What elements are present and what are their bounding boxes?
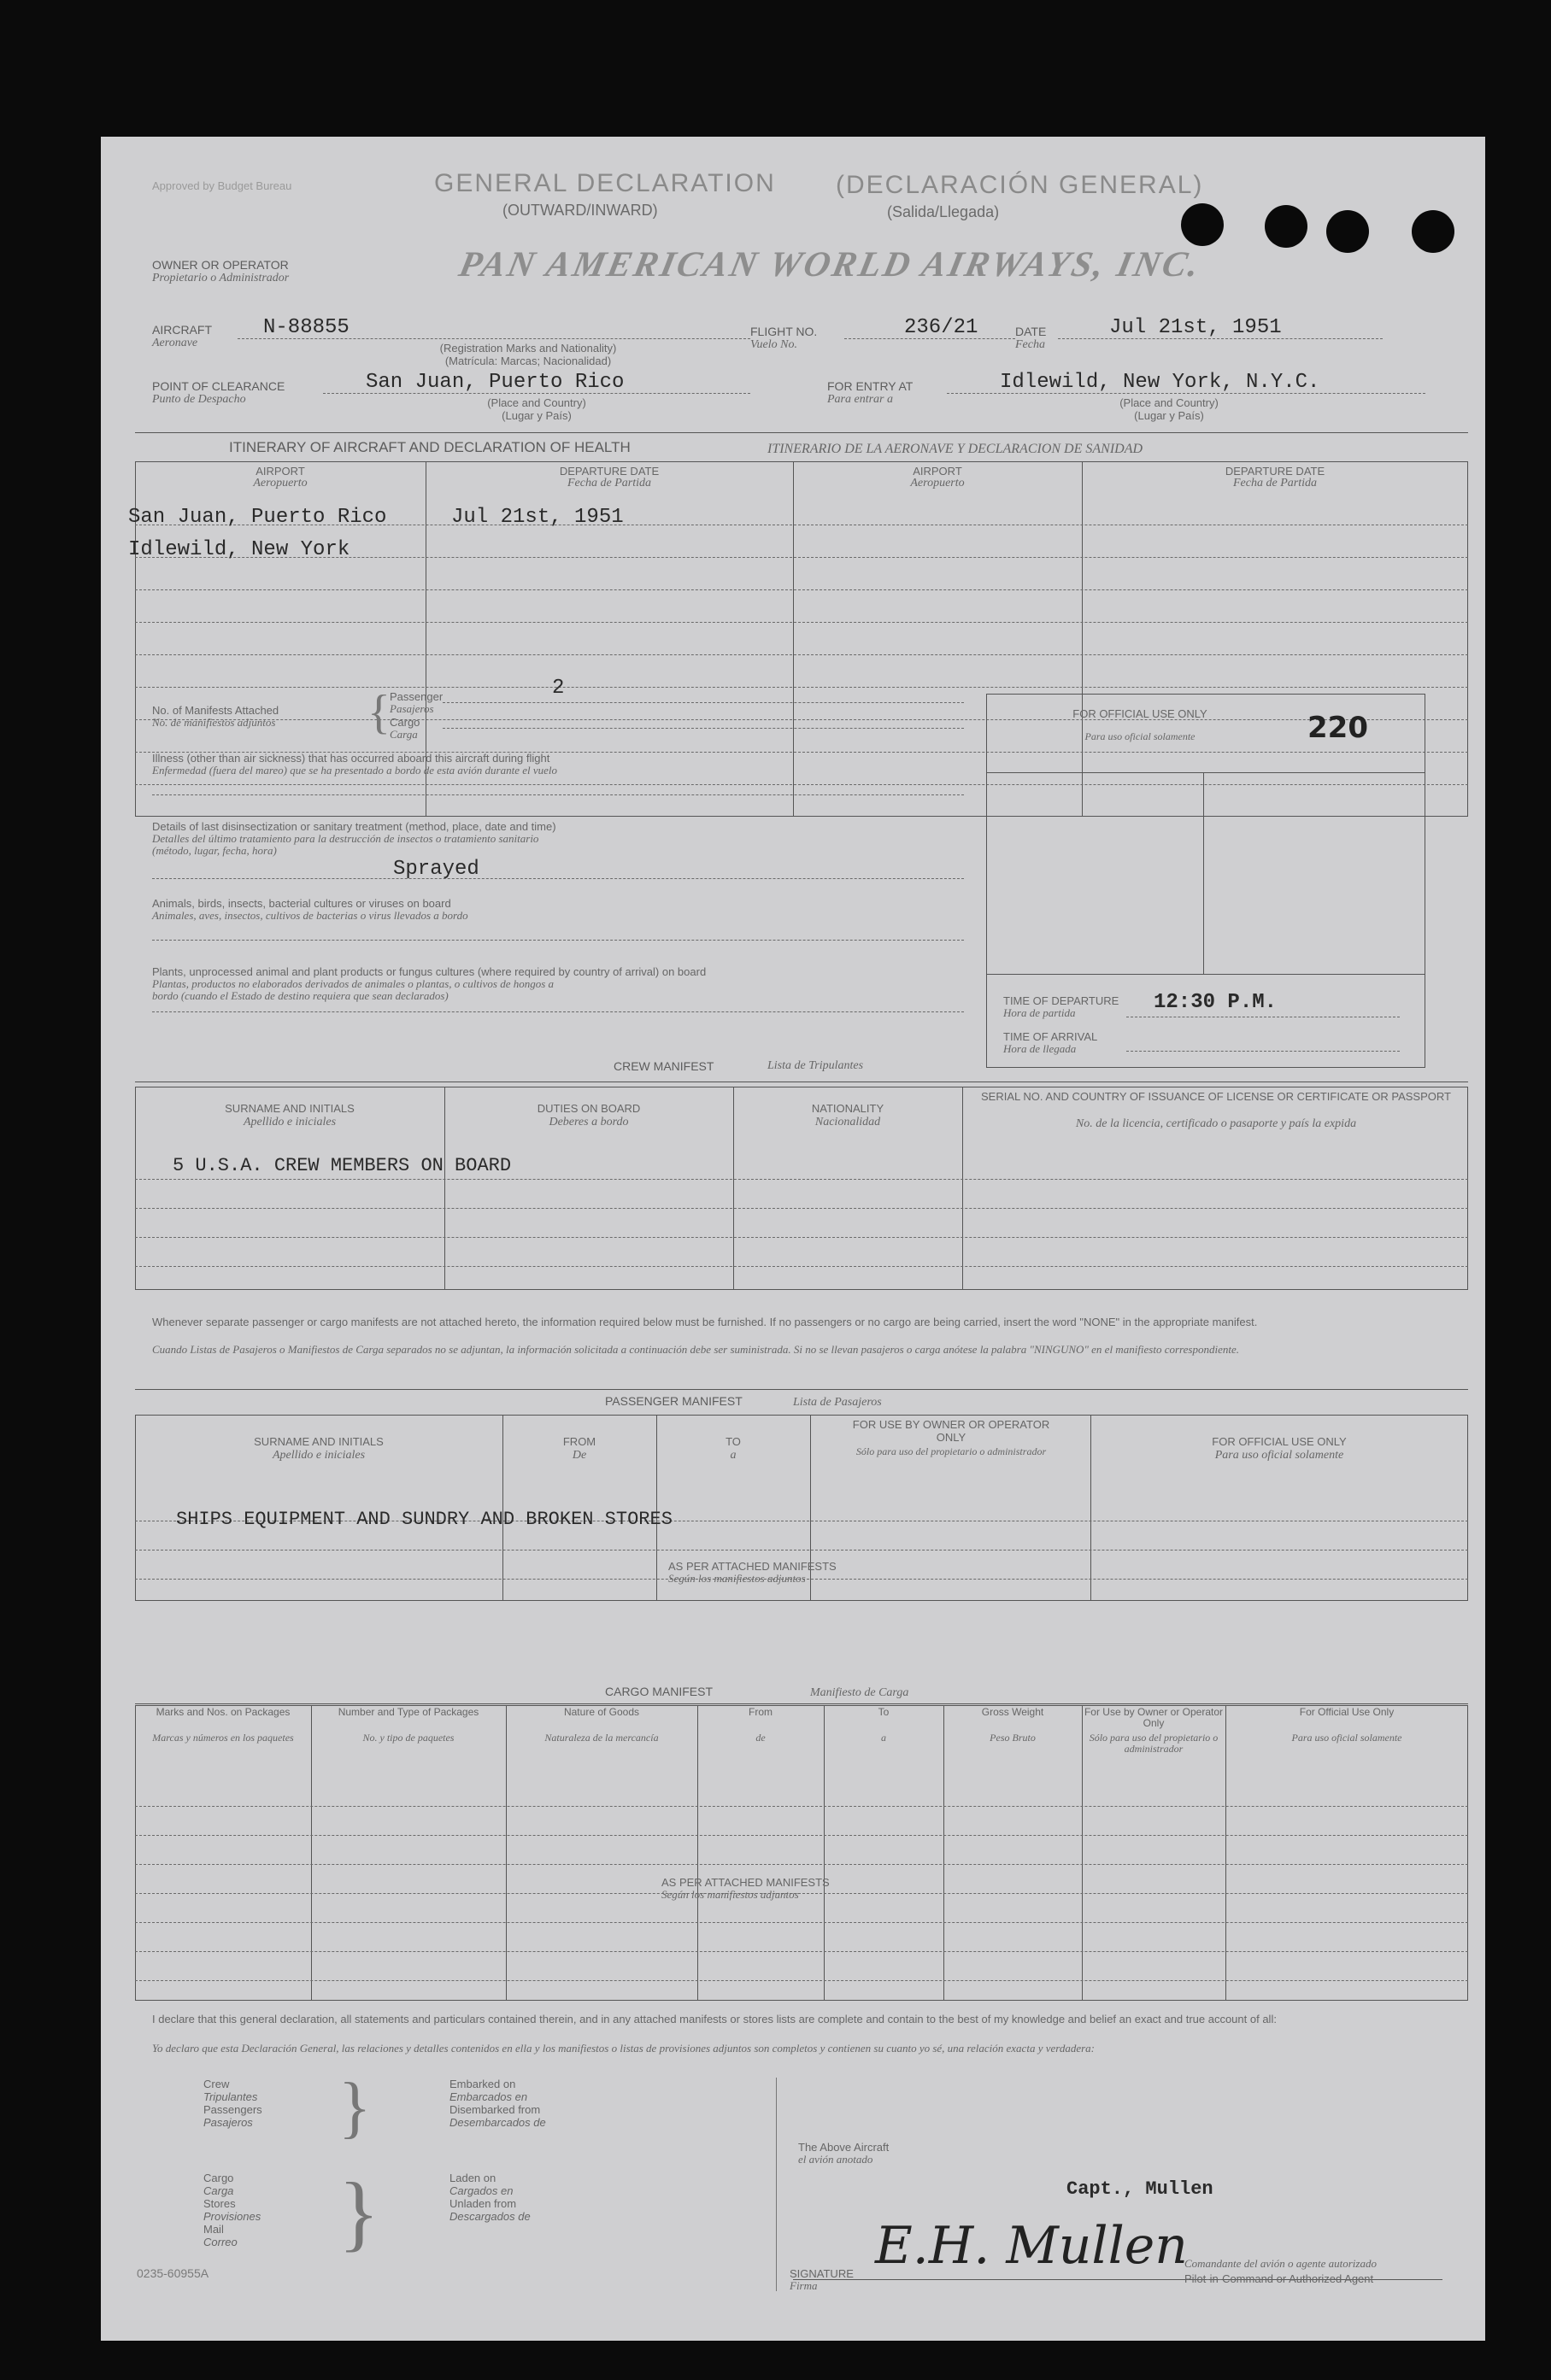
- crew-passenger-label-4: Pasajeros: [203, 2116, 253, 2129]
- aircraft-label: AIRCRAFT: [152, 323, 212, 337]
- cargo-header-4: From: [749, 1706, 773, 1718]
- crew-passenger-label-2: Tripulantes: [203, 2090, 258, 2103]
- cargo-header-1: Marks and Nos. on Packages: [156, 1706, 291, 1718]
- declaration-text-es: Yo declaro que esta Declaración General, las relaciones y detalles contenidos en ella y los manifiestos o listas de provisiones adjuntos son completos y contienen su cuanto yo sé, una relación exacta y verdadera:: [152, 2042, 1095, 2055]
- entry-note-es: (Lugar y País): [1134, 409, 1204, 422]
- signer-role-label-es: Comandante del avión o agente autorizado: [1184, 2257, 1377, 2270]
- punch-hole-2: [1265, 205, 1307, 248]
- arrival-time-label-es: Hora de llegada: [1003, 1042, 1077, 1055]
- ruled-line: [135, 1893, 1468, 1894]
- crew-entry: 5 U.S.A. CREW MEMBERS ON BOARD: [173, 1155, 512, 1176]
- passenger-header-3: TO: [726, 1435, 741, 1448]
- form-subtitle-es: (Salida/Llegada): [887, 203, 1000, 220]
- ruled-line: [135, 1980, 1468, 1981]
- itinerary-header-1: AIRPORT: [256, 465, 305, 478]
- flight-value: 236/21: [904, 316, 978, 339]
- signature-label: SIGNATURE: [790, 2267, 854, 2280]
- passenger-attached-label-es: Según los manifiestos adjuntos: [668, 1572, 806, 1585]
- crew-header-4-es: No. de la licencia, certificado o pasaporte y país la expida: [1075, 1117, 1357, 1130]
- embark-label-3: Disembarked from: [449, 2103, 541, 2116]
- ruled-line: [135, 1237, 1468, 1238]
- plants-label-es2: bordo (cuando el Estado de destino requiera que sean declarados): [152, 989, 449, 1002]
- cargo-stores-label-1: Cargo: [203, 2172, 234, 2184]
- entry-label-es: Para entrar a: [827, 393, 893, 406]
- plants-label: Plants, unprocessed animal and plant products or fungus cultures (where required by country of arrival) on board: [152, 965, 707, 978]
- cargo-header-4-es: de: [755, 1732, 766, 1744]
- cargo-stores-label-5: Mail: [203, 2223, 224, 2236]
- ruled-line: [135, 1208, 1468, 1209]
- arrival-time-label: TIME OF ARRIVAL: [1003, 1030, 1098, 1043]
- embark-label-1: Embarked on: [449, 2078, 516, 2090]
- passenger-header-2: FROM: [562, 1435, 596, 1448]
- cargo-stores-label-4: Provisiones: [203, 2210, 261, 2223]
- embark-label-4: Desembarcados de: [449, 2116, 546, 2129]
- ruled-line: [135, 1266, 1468, 1267]
- signature-label-es: Firma: [790, 2279, 818, 2292]
- manifests-label: No. of Manifests Attached: [152, 704, 279, 717]
- passenger-manifest-title-es: Lista de Pasajeros: [793, 1396, 882, 1409]
- lading-label-1: Laden on: [449, 2172, 496, 2184]
- disinsect-label-es2: (método, lugar, fecha, hora): [152, 844, 277, 857]
- cargo-header-8-es: Para uso oficial solamente: [1291, 1732, 1402, 1744]
- passenger-manifest-title: PASSENGER MANIFEST: [605, 1394, 743, 1408]
- cargo-header-2-es: No. y tipo de paquetes: [362, 1732, 455, 1744]
- faded-approval-label: Approved by Budget Bureau: [152, 179, 292, 192]
- crew-manifest-title: CREW MANIFEST: [614, 1059, 714, 1073]
- embark-label-2: Embarcados en: [449, 2090, 528, 2103]
- crew-passenger-label-1: Crew: [203, 2078, 230, 2090]
- ruled-line: [135, 1806, 1468, 1807]
- passenger-header-5: FOR OFFICIAL USE ONLY: [1212, 1435, 1347, 1448]
- crew-passenger-label-3: Passengers: [203, 2103, 262, 2116]
- flight-label-es: Vuelo No.: [750, 338, 797, 351]
- manifests-label-es: No. de manifiestos adjuntos: [152, 716, 276, 729]
- form-title-es: (DECLARACIÓN GENERAL): [836, 171, 1204, 199]
- captain-name: Capt., Mullen: [1066, 2178, 1213, 2200]
- ruled-line: [135, 589, 1468, 590]
- passenger-header-3-es: a: [730, 1449, 737, 1462]
- above-aircraft-label-es: el avión anotado: [798, 2153, 873, 2166]
- ruled-line: [135, 687, 1468, 688]
- flight-label: FLIGHT NO.: [750, 325, 818, 338]
- ruled-line: [135, 1951, 1468, 1952]
- cargo-header-8: For Official Use Only: [1299, 1706, 1395, 1718]
- ruled-line: [135, 622, 1468, 623]
- departure-time-label: TIME OF DEPARTURE: [1003, 994, 1119, 1007]
- passenger-header-5-es: Para uso oficial solamente: [1214, 1449, 1344, 1462]
- clearance-value: San Juan, Puerto Rico: [366, 371, 625, 394]
- cargo-attached-label-es: Según los manifiestos adjuntos: [661, 1888, 799, 1901]
- ruled-line: [135, 1922, 1468, 1923]
- lading-label-3: Unladen from: [449, 2197, 517, 2210]
- ruled-line: [135, 1550, 1468, 1551]
- punch-hole-1: [1181, 203, 1224, 246]
- cargo-manifests-count: 2: [552, 677, 565, 700]
- disinsect-label: Details of last disinsectization or sanitary treatment (method, place, date and time): [152, 820, 556, 833]
- itinerary-airport-1: San Juan, Puerto Rico: [128, 506, 387, 529]
- cargo-header-5-es: a: [881, 1732, 886, 1744]
- cargo-stores-label-2: Carga: [203, 2184, 234, 2197]
- clearance-label-es: Punto de Despacho: [152, 393, 246, 406]
- aircraft-value: N-88855: [263, 316, 350, 339]
- cargo-header-6: Gross Weight: [981, 1706, 1044, 1718]
- crew-header-1-es: Apellido e iniciales: [243, 1116, 337, 1128]
- aircraft-note: (Registration Marks and Nationality): [439, 342, 617, 355]
- declaration-sheet: Approved by Budget Bureau GENERAL DECLARATION (DECLARACIÓN GENERAL) (OUTWARD/INWARD) (Salida/Llegada) OWNER OR OPERATOR Propietario o Administrador PAN AMERICAN WORLD AIRWAYS, INC. AIRCRAFT Aeronave N-88855 (Registration Marks and Nationality) (Matrícula: Marcas; Nacionalidad) FLIGHT NO. Vuelo No. 236/21 DATE Fecha Jul 21st, 1951 POINT OF CLEARANCE Punto de Despacho San Juan, Puerto Rico (Place and Country) (Lugar y País) FOR ENTRY AT Para entrar a Idlewild, New York, N.Y.C. (Place and Country) (Lugar y País) ITINERARY OF AIRCRAFT AND DECLARATION OF HEALTH ITINERARIO DE LA AERONAVE Y DECLARACION DE SANIDAD AIRPORT Aeropuerto DEPARTURE DATE Fecha de Partida AIRPORT Aeropuerto DEPARTURE DATE Fecha de Partida San Juan, Puerto Rico Idlewild, New York Jul 21st, 1951 No. of Manifests Attached No. de manifiestos adjuntos { Passenger Pasajeros Cargo Carga 2 Illness (other than air sickness) that has occurred aboard this aircraft during flight Enfermedad (fuera del mareo) que se ha presentado a bordo de esta avión durante el vuelo Details of last disinsectization or sanitary treatment (method, place, date and time) Detalles del último tratamiento para la destrucción de insectos o tratamiento sanitario (método, lugar, fecha, hora) Sprayed Animals, birds, insects, bacterial cultures or viruses on board Animales, aves, insectos, cultivos de bacterias o virus llevados a bordo Plants, unprocessed animal and plant products or fungus cultures (where required by country of arrival) on board Plantas, productos no elaborados derivados de animales o plantas, o cultivos de hongos a bordo (cuando el Estado de destino requiera que sean declarados) FOR OFFICIAL USE ONLY Para uso oficial solamente 220 TIME OF DEPARTURE Hora de partida 12:30 P.M. TIME OF ARRIVAL Hora de llegada CREW MANIFEST Lista de Tripulantes SURNAME AND INITIALS Apellido e iniciales DUTIES ON BOARD Deberes a bordo NATIONALITY Nacionalidad SERIAL NO. AND COUNTRY OF ISSUANCE OF LICENSE OR CERTIFICATE OR PASSPORT No. de la licencia, certificado o pasaporte y país la expida 5 U.S.A. CREW MEMBERS ON BOARD Whenever separate passenger or cargo manifests are not attached hereto, the information required below must be furnished. If no passengers or no cargo are being carried, insert the word "NONE" in the appropriate manifest. Cuando Listas de Pasajeros o Manifiestos de Carga separados no se adjuntan, la información solicitada a continuación debe ser suministrada. Si no se llevan pasajeros o carga anótese la palabra "NINGUNO" en el manifiesto correspondiente. PASSENGER MANIFEST Lista de Pasajeros SURNAME AND INITIALS Apellido e iniciales FROM De TO a FOR USE BY OWNER OR OPERATOR ONLY Sólo para uso del propietario o administrador FOR OFFICIAL USE ONLY Para uso oficial solamente SHIPS EQUIPMENT AND SUNDRY AND BROKEN STORES AS PER ATTACHED MANIFESTS Según los manifiestos adjuntos CARGO MANIFEST Manifiesto de Carga Marks and Nos. on Packages Marcas y números en los paquetes Number and Type of Packages No. y tipo de paquetes Nature of Goods Naturaleza de la mercancía From de To a Gross Weight Peso Bruto For Use by Owner or Operator Only Sólo para uso del propietario o administrador For Official Use Only Para uso oficial solamente AS PER ATTACHED MANIFESTS Según los manifiestos adjuntos I declare that this general declaration, all statements and particulars contained therein, and in any attached manifests or stores lists are complete and contain to the best of my knowledge and belief an exact and true account of all: Yo declaro que esta Declaración General, las relaciones y detalles contenidos en ella y los manifiestos o listas de provisiones adjuntos son completos y contienen su cuanto yo sé, una relación exacta y verdadera: Crew Tripulantes Passengers Pasajeros } Embarked on Embarcados en Disembarked from Desembarcados de Cargo Carga Stores Provisiones Mail Correo } Laden on Cargados en Unladen from Descargados de The Above Aircraft el avión anotado Capt., Mullen E.H. Mullen SIGNATURE Firma Comandante del avión o agente autorizado Pilot-in-Command or Authorized Agent 0235-60955A: [101, 137, 1485, 2341]
- itinerary-header-4: DEPARTURE DATE: [1225, 465, 1325, 478]
- notice-text: Whenever separate passenger or cargo manifests are not attached hereto, the information required below must be furnished. If no passengers or no cargo are being carried, insert the word "NONE" in the appropriate manifest.: [152, 1316, 1258, 1328]
- passenger-manifests-label-es: Pasajeros: [390, 702, 434, 715]
- cargo-header-6-es: Peso Bruto: [990, 1732, 1036, 1744]
- itinerary-title: ITINERARY OF AIRCRAFT AND DECLARATION OF HEALTH: [229, 439, 631, 455]
- handwritten-signature: E.H. Mullen: [875, 2216, 1188, 2276]
- cargo-manifests-label-es: Carga: [390, 728, 418, 741]
- itinerary-airport-2: Idlewild, New York: [128, 538, 350, 561]
- cargo-header-1-es: Marcas y números en los paquetes: [152, 1732, 294, 1744]
- cargo-manifest-title: CARGO MANIFEST: [605, 1685, 714, 1698]
- operator-name: PAN AMERICAN WORLD AIRWAYS, INC.: [455, 245, 1205, 284]
- aircraft-note-es: (Matrícula: Marcas; Nacionalidad): [444, 355, 612, 367]
- illness-label-es: Enfermedad (fuera del mareo) que se ha presentado a bordo de esta avión durante el vuelo: [152, 764, 558, 777]
- date-label-es: Fecha: [1015, 338, 1045, 351]
- illness-label: Illness (other than air sickness) that has occurred aboard this aircraft during flight: [152, 752, 550, 765]
- date-value: Jul 21st, 1951: [1109, 316, 1282, 339]
- cargo-header-3-es: Naturaleza de la mercancía: [544, 1732, 659, 1744]
- notice-text-es: Cuando Listas de Pasajeros o Manifiestos de Carga separados no se adjuntan, la información solicitada a continuación debe ser suministrada. Si no se llevan pasajeros o carga anótese la palabra "NINGUNO" en el manifiesto correspondiente.: [152, 1343, 1239, 1356]
- cargo-header-5: To: [878, 1706, 890, 1718]
- entry-label: FOR ENTRY AT: [827, 379, 914, 393]
- owner-label-es: Propietario o Administrador: [152, 272, 290, 284]
- cargo-manifests-label: Cargo: [390, 716, 420, 729]
- crew-manifest-title-es: Lista de Tripulantes: [767, 1059, 864, 1072]
- itinerary-header-2-es: Fecha de Partida: [567, 477, 651, 489]
- ruled-line: [135, 654, 1468, 655]
- itinerary-departure-date: Jul 21st, 1951: [451, 506, 624, 529]
- departure-time-value: 12:30 P.M.: [1154, 991, 1278, 1014]
- itinerary-header-1-es: Aeropuerto: [253, 477, 308, 489]
- signer-role-label: Pilot-in-Command or Authorized Agent: [1184, 2272, 1374, 2285]
- itinerary-header-3: AIRPORT: [913, 465, 962, 478]
- passenger-header-1: SURNAME AND INITIALS: [254, 1435, 384, 1448]
- ruled-line: [135, 1835, 1468, 1836]
- departure-time-label-es: Hora de partida: [1003, 1006, 1076, 1019]
- passenger-header-4: FOR USE BY OWNER OR OPERATOR ONLY: [852, 1418, 1050, 1444]
- aircraft-label-es: Aeronave: [152, 337, 198, 349]
- date-label: DATE: [1015, 325, 1047, 338]
- cargo-header-7: For Use by Owner or Operator Only: [1084, 1706, 1224, 1729]
- itinerary-header-2: DEPARTURE DATE: [559, 465, 660, 478]
- plants-label-es: Plantas, productos no elaborados derivados de animales o plantas, o cultivos de hongos a: [152, 977, 555, 990]
- entry-note: (Place and Country): [1119, 396, 1219, 409]
- cargo-manifest-title-es: Manifiesto de Carga: [810, 1686, 909, 1699]
- entry-value: Idlewild, New York, N.Y.C.: [1000, 371, 1320, 394]
- cargo-header-7-es: Sólo para uso del propietario o administrador: [1089, 1732, 1219, 1755]
- passenger-header-1-es: Apellido e iniciales: [272, 1449, 366, 1462]
- cargo-attached-label: AS PER ATTACHED MANIFESTS: [661, 1876, 830, 1889]
- itinerary-header-3-es: Aeropuerto: [910, 477, 965, 489]
- above-aircraft-label: The Above Aircraft: [798, 2141, 890, 2154]
- passenger-header-2-es: De: [572, 1449, 587, 1462]
- crew-header-2: DUTIES ON BOARD: [537, 1102, 641, 1115]
- crew-header-3: NATIONALITY: [811, 1102, 884, 1115]
- passenger-entry: SHIPS EQUIPMENT AND SUNDRY AND BROKEN STORES: [176, 1509, 673, 1530]
- itinerary-header-4-es: Fecha de Partida: [1233, 477, 1317, 489]
- clearance-label: POINT OF CLEARANCE: [152, 379, 285, 393]
- punch-hole-3: [1326, 210, 1369, 253]
- animals-label: Animals, birds, insects, bacterial cultures or viruses on board: [152, 897, 451, 910]
- lading-label-2: Cargados en: [449, 2184, 514, 2197]
- official-use-label: FOR OFFICIAL USE ONLY: [1072, 707, 1207, 720]
- clearance-note-es: (Lugar y País): [502, 409, 572, 422]
- ruled-line: [135, 1864, 1468, 1865]
- cargo-stores-label-3: Stores: [203, 2197, 236, 2210]
- form-title: GENERAL DECLARATION: [434, 169, 776, 197]
- form-number: 0235-60955A: [137, 2266, 209, 2280]
- official-stamp-number: 220: [1307, 711, 1368, 745]
- lading-label-4: Descargados de: [449, 2210, 531, 2223]
- crew-header-2-es: Deberes a bordo: [549, 1116, 629, 1128]
- form-subtitle: (OUTWARD/INWARD): [502, 202, 658, 219]
- official-use-label-es: Para uso oficial solamente: [1084, 730, 1196, 742]
- cargo-stores-label-6: Correo: [203, 2236, 238, 2248]
- owner-label: OWNER OR OPERATOR: [152, 258, 289, 272]
- ruled-line: [135, 1179, 1468, 1180]
- crew-header-4: SERIAL NO. AND COUNTRY OF ISSUANCE OF LICENSE OR CERTIFICATE OR PASSPORT: [981, 1090, 1451, 1103]
- cargo-header-3: Nature of Goods: [563, 1706, 640, 1718]
- crew-header-3-es: Nacionalidad: [814, 1116, 881, 1128]
- clearance-note: (Place and Country): [487, 396, 586, 409]
- punch-hole-4: [1412, 210, 1454, 253]
- disinsect-value: Sprayed: [393, 858, 479, 881]
- crew-header-1: SURNAME AND INITIALS: [225, 1102, 355, 1115]
- itinerary-title-es: ITINERARIO DE LA AERONAVE Y DECLARACION DE SANIDAD: [767, 442, 1143, 456]
- passenger-attached-label: AS PER ATTACHED MANIFESTS: [668, 1560, 837, 1573]
- declaration-text: I declare that this general declaration, all statements and particulars contained therein, and in any attached manifests or stores lists are complete and contain to the best of my knowledge and belief an exact and true account of all:: [152, 2013, 1277, 2025]
- passenger-manifests-label: Passenger: [390, 690, 444, 703]
- animals-label-es: Animales, aves, insectos, cultivos de bacterias o virus llevados a bordo: [152, 909, 468, 922]
- cargo-header-2: Number and Type of Packages: [338, 1706, 479, 1718]
- passenger-header-4-es: Sólo para uso del propietario o administrador: [855, 1445, 1047, 1457]
- disinsect-label-es: Detalles del último tratamiento para la destrucción de insectos o tratamiento sanitario: [152, 832, 539, 845]
